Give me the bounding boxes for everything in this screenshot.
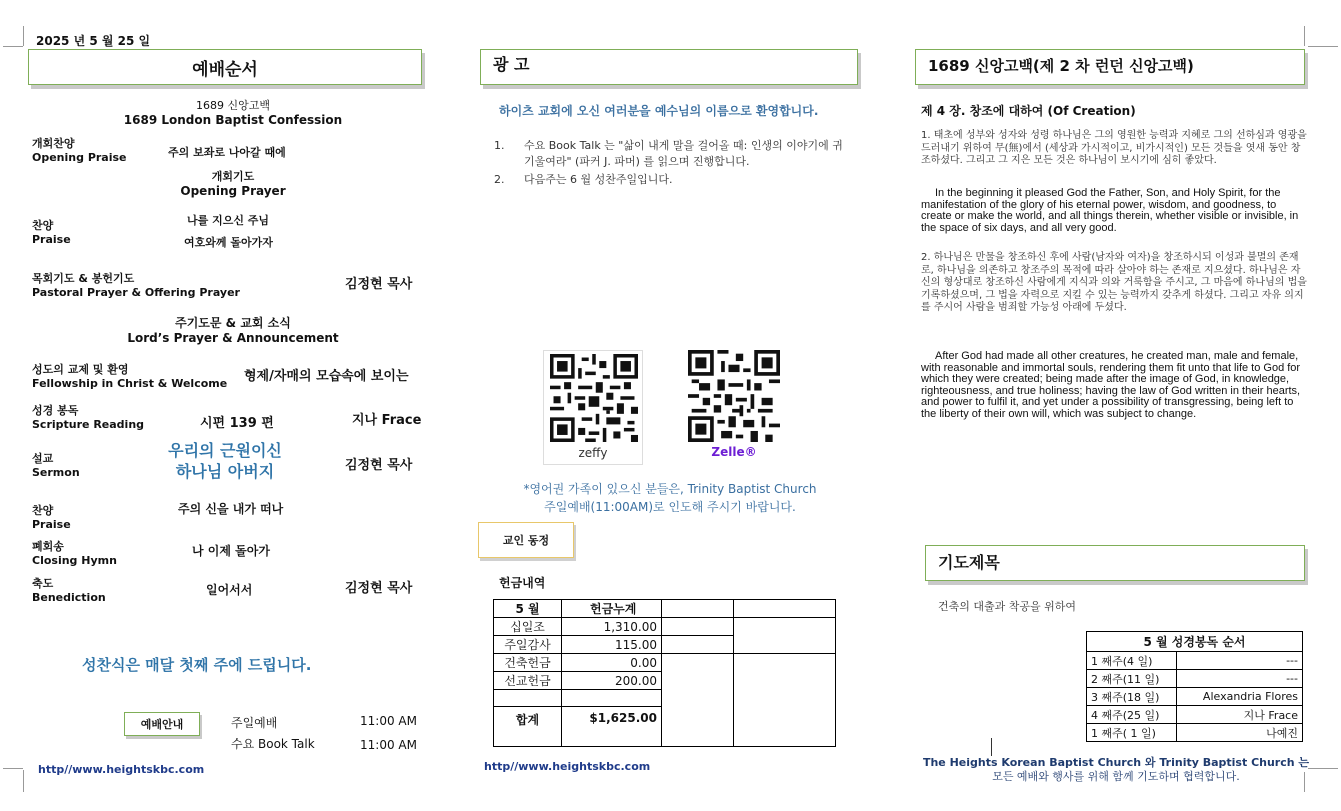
member-news-box [478,522,574,558]
lords-prayer [28,314,438,345]
zeffy-qr-code [548,354,640,442]
partnership-note-line-1: The Heights Korean Baptist Church 와 Trinity Baptist Church 는 [922,756,1310,769]
announcement-1-number: 1. [494,139,505,152]
benediction-leader: 김정현 목사 [345,581,413,596]
table-row [1087,670,1303,688]
prayer-topic-1: 건축의 대출과 착공을 위하여 [938,600,1077,613]
zeffy-qr-card[interactable] [543,350,643,465]
offering-cell-empty [734,600,836,618]
offering-title: 헌금내역 [499,576,546,590]
pastoral-prayer-label [32,270,240,299]
welcome-message: 하이츠 교회에 오신 여러분을 예수님의 이름으로 환영합니다. [499,104,819,118]
article-1-en: In the beginning it pleased God the Father, Son, and Holy Spirit, for the manifestation of the glory of his eternal power, wisdom, and goodness, to create or make the world, and all things therein, whether visible or invisible, in the space of six days, and all very good. [921,187,1299,234]
bulletin-date: 2025 년 5 월 25 일 [36,34,151,48]
offering-table [493,599,836,747]
english-family-note-line-1: *영어권 가족이 있으신 분들은, Trinity Baptist Church [523,482,817,496]
table-row [1087,632,1303,652]
service-2-name: 수요 Book Talk [231,737,315,751]
offering-total-amount: $1,625.00 [562,707,662,747]
benediction-label [32,575,106,604]
sermon-title-line-1: 우리의 근원이신 [168,441,282,460]
offering-cell-empty [662,636,734,654]
announcements-title-box [480,49,858,85]
announcement-list [494,138,864,188]
closing-hymn-song: 나 이제 돌아가 [192,544,270,558]
footer-divider [991,738,992,756]
bible-reading-reader: --- [1177,670,1303,688]
service-2-time: 11:00 AM [360,738,417,752]
lords-prayer-en: Lord’s Prayer & Announcement [127,331,339,345]
scripture-passage: 시편 139 편 [200,416,274,431]
offering-row-name: 건축헌금 [494,654,562,672]
member-news-label: 교인 동정 [502,534,550,547]
bible-reading-week: 3 째주(18 일) [1087,688,1177,706]
fellowship-ko: 성도의 교제 및 환영 [32,363,129,376]
opening-praise-hymn: 주의 보좌로 나아갈 때에 [168,146,286,159]
announcement-1-line-1: 수요 Book Talk 는 "삶이 내게 말을 걸어올 때: 인생의 이야기에 귀 [524,139,843,152]
sermon-preacher: 김정현 목사 [345,458,413,473]
sermon-title [140,440,310,482]
opening-prayer-ko: 개회기도 [211,170,255,183]
chapter-title: 제 4 장. 창조에 대하여 (Of Creation) [921,104,1136,118]
offering-cell-empty [662,654,734,747]
zeffy-label: zeffy [578,446,608,460]
praise-1-en: Praise [32,233,71,246]
opening-praise-ko: 개회찬양 [32,137,75,150]
benediction-ko: 축도 [32,577,54,590]
table-row [494,654,836,672]
announcement-2 [494,172,864,188]
offering-cell-empty [662,618,734,636]
table-row [1087,652,1303,670]
bible-reading-reader: --- [1177,652,1303,670]
praise-2-en: Praise [32,518,71,531]
confession-en: 1689 London Baptist Confession [123,113,343,127]
article-1-ko: 1. 태초에 성부와 성자와 성령 하나님은 그의 영원한 능력과 지혜로 그의 선하심과 영광을 드러내기 위하여 무(無)에서 (세상과 가시적이고, 비가시적인) 모든 것들을 엿새 동안 창조하셨다. 그리고 그 지은 모든 것은 하나님이 보시기에 심히 좋았다. [921,130,1307,166]
table-row [1087,688,1303,706]
english-family-note-line-2: 주일예배(11:00AM)로 인도해 주시기 바랍니다. [544,500,796,514]
sermon-title-line-2: 하나님 아버지 [175,462,275,481]
offering-header-total: 헌금누계 [562,600,662,618]
announcement-2-number: 2. [494,173,505,186]
offering-row-amount: 200.00 [562,672,662,690]
partnership-note-line-2: 모든 예배와 행사를 위해 함께 기도하며 협력합니다. [992,770,1240,783]
announcement-2-text: 다음주는 6 월 성찬주일입니다. [524,173,673,186]
website-link-1[interactable]: http//www.heightskbc.com [38,763,205,776]
table-row [1087,706,1303,724]
offering-row-name: 선교헌금 [494,672,562,690]
sermon-ko: 설교 [32,452,54,465]
sermon-en: Sermon [32,466,80,479]
offering-row-amount: 115.00 [562,636,662,654]
praise-1-song-2: 여호와께 돌아가자 [184,236,273,249]
closing-hymn-label [32,538,117,567]
zelle-qr-card[interactable] [684,350,784,465]
offering-cell-empty [734,618,836,654]
order-of-worship-title: 예배순서 [192,59,258,80]
announcements-title: 광 고 [493,54,530,74]
table-row [494,618,836,636]
offering-cell-empty [562,690,662,707]
closing-hymn-en: Closing Hymn [32,554,117,567]
offering-row-name: 주일감사 [494,636,562,654]
zelle-qr-code [686,350,782,442]
confession-ko: 1689 신앙고백 [196,99,270,112]
partnership-note [916,756,1316,784]
zelle-label: Zelle® [711,445,757,459]
service-1-name: 주일예배 [231,716,278,730]
bible-reading-reader: 나예진 [1177,724,1303,742]
bible-reading-week: 1 째주( 1 일) [1087,724,1177,742]
prayer-topics-title: 기도제목 [938,552,1000,572]
scripture-ko: 성경 봉독 [32,404,79,417]
bible-reading-reader: Alexandria Flores [1177,688,1303,706]
offering-cell-empty [734,654,836,747]
opening-praise-en: Opening Praise [32,151,127,164]
praise-2-label [32,502,71,531]
offering-row-amount: 0.00 [562,654,662,672]
service-1-time: 11:00 AM [360,714,417,728]
closing-hymn-ko: 폐회송 [32,540,64,553]
opening-prayer [28,168,438,198]
bible-reading-title: 5 월 성경봉독 순서 [1087,632,1303,652]
table-row [1087,724,1303,742]
scripture-label [32,402,144,431]
benediction-en: Benediction [32,591,106,604]
offering-total-label: 합계 [494,707,562,747]
fellowship-song: 형제/자매의 모습속에 보이는 [244,369,409,384]
offering-row-amount: 1,310.00 [562,618,662,636]
scripture-en: Scripture Reading [32,418,145,431]
service-info-label: 예배안내 [140,718,184,731]
lords-prayer-ko: 주기도문 & 교회 소식 [175,316,291,330]
pastoral-prayer-en: Pastoral Prayer & Offering Prayer [32,286,240,299]
announcement-1-line-2: 기울여라" (파커 J. 파머) 를 읽으며 진행합니다. [524,155,750,168]
fellowship-en: Fellowship in Christ & Welcome [32,377,228,390]
offering-row-name: 십일조 [494,618,562,636]
praise-2-ko: 찬양 [32,504,54,517]
opening-praise-label [32,135,127,164]
praise-1-ko: 찬양 [32,219,54,232]
table-row [494,600,836,618]
bible-reading-reader: 지나 Frace [1177,706,1303,724]
offering-cell-empty [662,600,734,618]
article-2-ko: 2. 하나님은 만물을 창조하신 후에 사람(남자와 여자)을 창조하시되 이성과 불멸의 존재로, 하나님을 의존하고 창조주의 목적에 따라 살아야 하는 존재로 지으셨다. 하나님은 자신의 형상대로 창조하신 사람에게 지식과 의와 거룩함을 주시고, 그 마음에 하나님의 법을 기록하셨으며, 그 법을 자력으로 지킬 수 있는 능력까지 갖추게 하셨다. 그리고 자유 의지를 주시어 사람을 범죄할 가능성 아래에 두셨다. [921,252,1307,313]
bible-reading-week: 2 째주(11 일) [1087,670,1177,688]
service-info-badge [124,712,200,736]
english-family-note [478,480,862,516]
confession-title-box [915,49,1305,85]
article-2-en: After God had made all other creatures, he created man, male and female, with reasonable and immortal souls, rendering them fit unto that life to God for which they were created; being made after the image of God, in knowledge, righteousness, and true holiness; having the law of God written in their hearts, and power to fulfil it, and yet under a possibility of transgressing, being left to the liberty of their own will, which was subject to change. [921,350,1301,420]
website-link-2[interactable]: http//www.heightskbc.com [484,760,651,773]
communion-note: 성찬식은 매달 첫째 주에 드립니다. [82,656,312,674]
confession-title: 1689 신앙고백(제 2 차 런던 신앙고백) [928,56,1194,75]
confession-heading [28,97,438,127]
bible-reading-week: 4 째주(25 일) [1087,706,1177,724]
bible-reading-week: 1 째주(4 일) [1087,652,1177,670]
pastoral-prayer-ko: 목회기도 & 봉헌기도 [32,272,135,285]
praise-2-song: 주의 신을 내가 떠나 [178,502,284,516]
opening-prayer-en: Opening Prayer [180,184,286,198]
scripture-reader: 지나 Frace [352,413,422,428]
sermon-label [32,450,80,479]
announcement-1 [494,138,864,170]
prayer-topics-box [925,545,1305,581]
praise-1-song-1: 나를 지으신 주님 [187,214,270,227]
offering-cell-empty [494,690,562,707]
offering-header-month: 5 월 [494,600,562,618]
praise-1-label [32,217,71,246]
benediction-content: 일어서서 [206,583,253,597]
order-of-worship-title-box [28,49,422,85]
pastoral-prayer-leader: 김정현 목사 [345,277,413,292]
bible-reading-table [1086,631,1303,742]
fellowship-label [32,361,227,390]
